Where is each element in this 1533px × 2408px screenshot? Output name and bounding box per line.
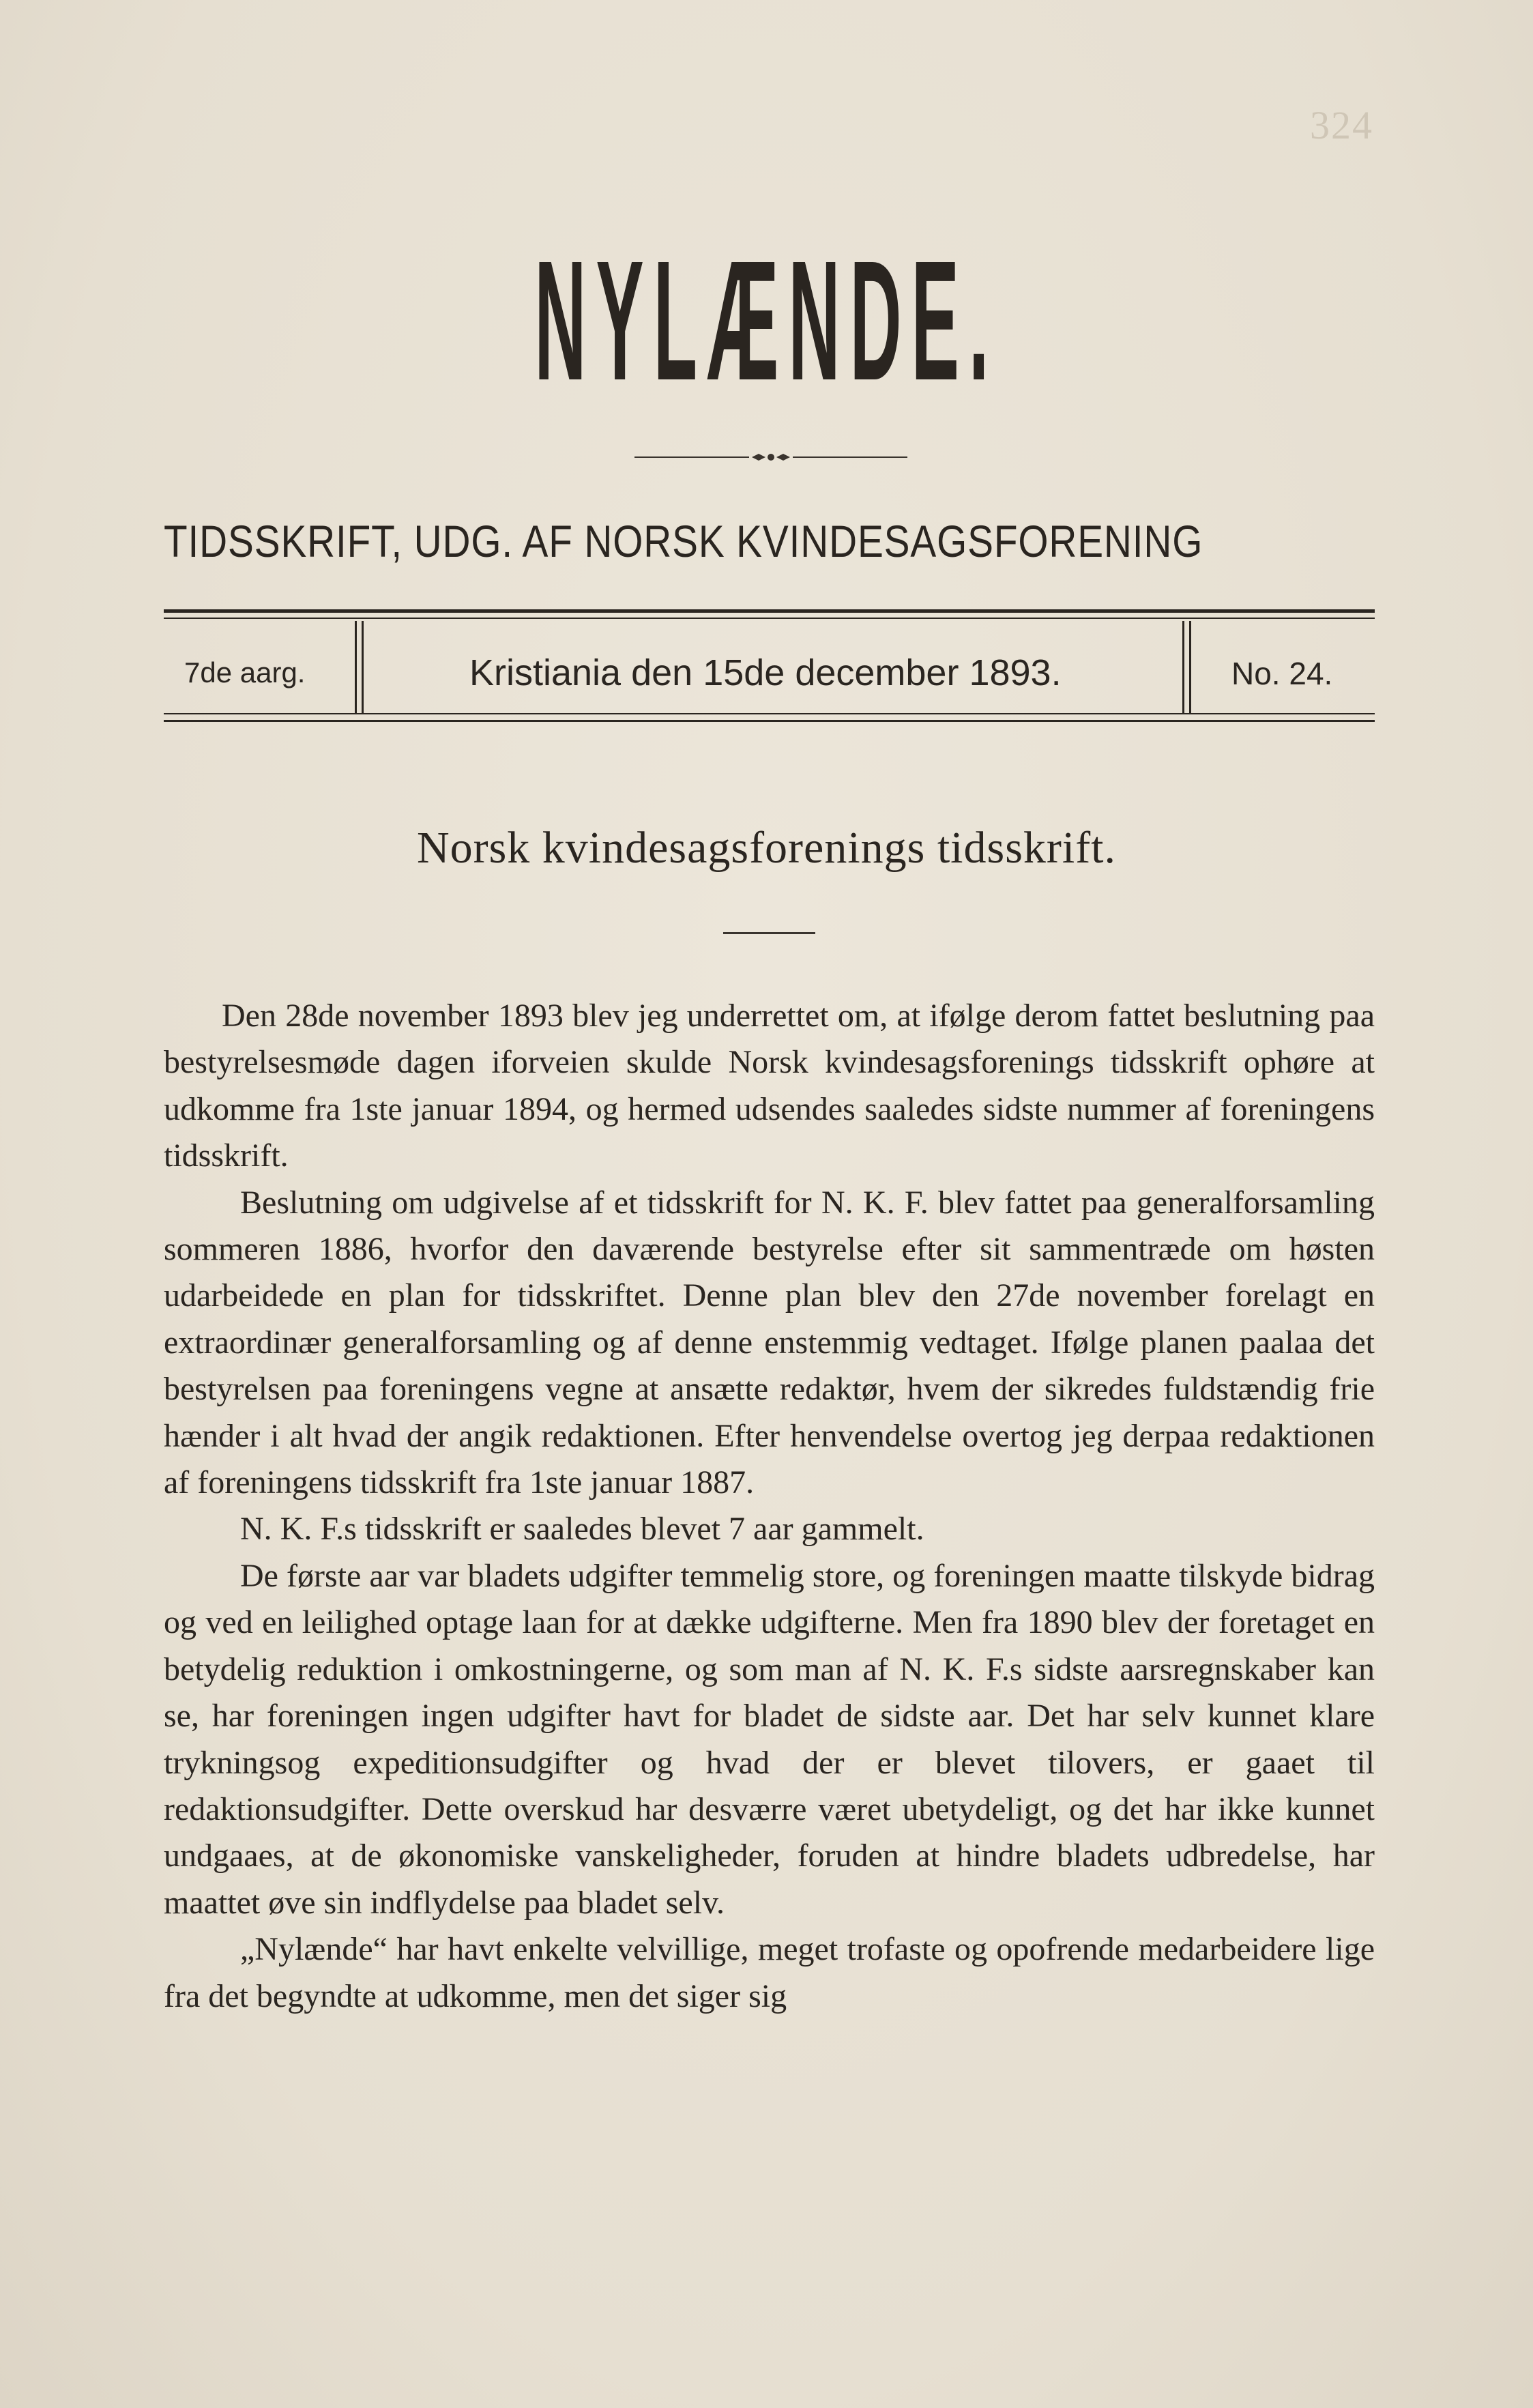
article-paragraph: Beslutning om udgivelse af et tidsskrift for N. K. F. blev fattet paa generalforsamling sommeren 1886, hvorfor den daværende bestyrelse efter sit sammentræde om høsten udarbeidede en plan for tidsskriftet. Denne plan blev den 27de november forelagt en extraordinær generalforsamling og af denne enstemmig vedtaget. Ifølge planen paalaa det bestyrelsen paa foreningens vegne at ansætte redaktør, hvem der sikredes fuldstændig frie hænder i alt hvad der angik redaktionen. Efter henvendelse overtog jeg derpaa redaktionen af foreningens tidsskrift fra 1ste januar 1887. bbox=[164, 1184, 1375, 1501]
article-paragraph: „Nylænde“ har havt enkelte velvillige, meget trofaste og opofrende medarbeidere lige fra det begyndte at udkomme, men det siger sig bbox=[164, 1931, 1375, 2014]
ornament-divider-icon bbox=[634, 450, 907, 464]
article-paragraph: De første aar var bladets udgifter temmelig store, og foreningen maatte tilskyde bidrag og ved en leilighed optage laan for at dække udgifterne. Men fra 1890 blev der foretaget en betydelig reduktion i omkostningerne, og som man af N. K. F.s sidste aarsregnskaber kan se, har foreningen ingen udgifter havt for bladet de sidste aar. Det har selv kunnet klare trykningsog expeditionsudgifter og hvad der er blevet tilovers, er gaaet til redaktionsudgifter. Dette overskud har desværre været ubetydeligt, og det har ikke kunnet undgaaes, at de økonomiske vanskeligheder, foruden at hindre bladets udbredelse, har maattet øve sin indflydelse paa bladet selv. bbox=[164, 1557, 1375, 1921]
heading-divider bbox=[723, 932, 815, 934]
header-rule-bottom-thin bbox=[164, 713, 1375, 714]
masthead-subtitle: TIDSSKRIFT, UDG. AF NORSK KVINDESAGSFORENING bbox=[164, 516, 1203, 566]
header-rule-bottom-thick bbox=[164, 720, 1375, 722]
info-separator-left-inner bbox=[362, 621, 364, 713]
header-rule-top-thick bbox=[164, 609, 1375, 613]
header-rule-top-thin bbox=[164, 618, 1375, 619]
issue-place-date: Kristiania den 15de december 1893. bbox=[469, 652, 1062, 693]
info-separator-left bbox=[355, 621, 357, 713]
article-heading: Norsk kvindesagsforenings tidsskrift. bbox=[416, 823, 1117, 873]
masthead-title: NYLÆNDE. bbox=[534, 225, 999, 416]
article-body bbox=[164, 993, 1375, 2020]
info-separator-right bbox=[1182, 621, 1184, 713]
info-separator-right-inner bbox=[1189, 621, 1191, 713]
article-paragraph: N. K. F.s tidsskrift er saaledes blevet 7 aar gammelt. bbox=[240, 1511, 924, 1548]
article-paragraph: Den 28de november 1893 blev jeg underrettet om, at ifølge derom fattet beslutning paa bestyrelsesmøde dagen iforveien skulde Norsk kvindesagsforenings tidsskrift ophøre at udkomme fra 1ste januar 1894, og hermed udsendes saaledes sidste nummer af foreningens tidsskrift. bbox=[164, 998, 1375, 1174]
issue-number: No. 24. bbox=[1231, 656, 1333, 691]
issue-volume: 7de aarg. bbox=[184, 656, 306, 688]
page-number: 324 bbox=[1310, 103, 1373, 147]
